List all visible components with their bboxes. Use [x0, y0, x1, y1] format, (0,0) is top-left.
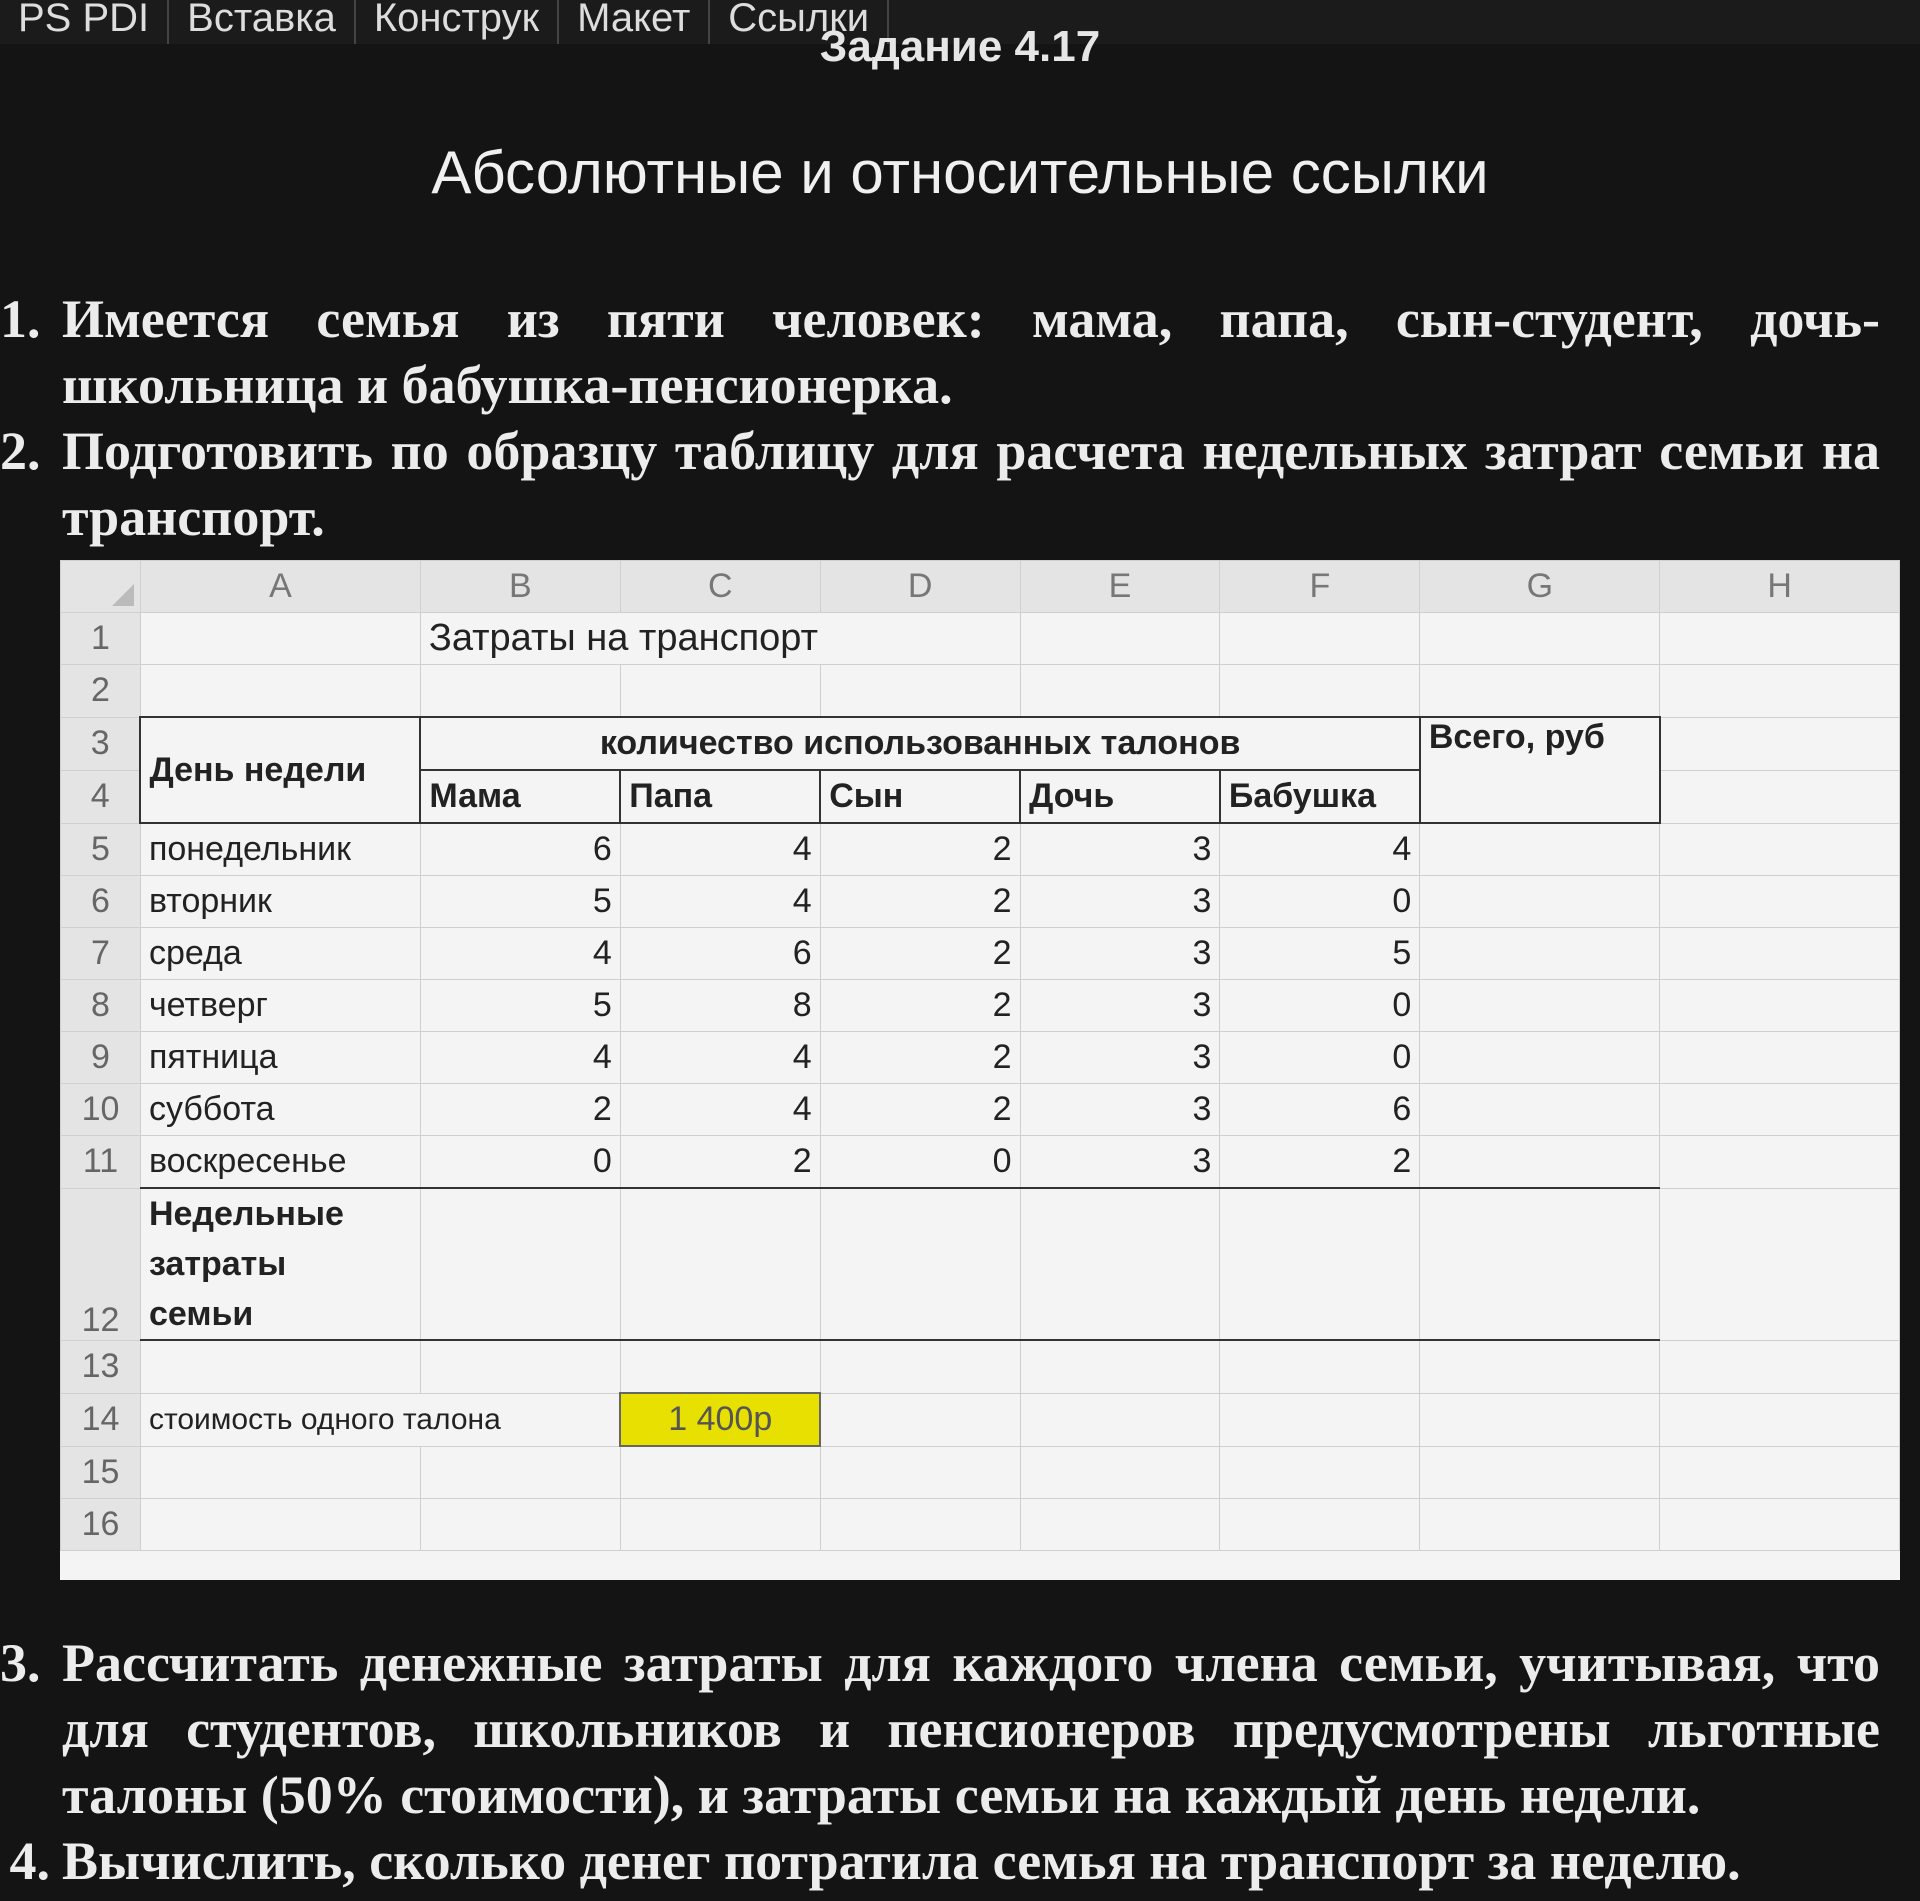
- value-cell[interactable]: 5: [420, 980, 620, 1032]
- value-cell[interactable]: 0: [820, 1136, 1020, 1189]
- value-cell[interactable]: 2: [620, 1136, 820, 1189]
- cell[interactable]: [1020, 1340, 1220, 1393]
- cell[interactable]: [1660, 1136, 1900, 1189]
- cell[interactable]: [1420, 665, 1660, 718]
- cell[interactable]: [1420, 928, 1660, 980]
- cell[interactable]: [1420, 1499, 1660, 1551]
- cell[interactable]: [820, 1340, 1020, 1393]
- task-caption: Задание 4.17: [819, 22, 1101, 71]
- day-cell[interactable]: четверг: [140, 980, 420, 1032]
- item-number: 1.: [0, 289, 41, 349]
- value-cell[interactable]: 4: [620, 876, 820, 928]
- item-number: 4.: [9, 1831, 50, 1891]
- value-cell[interactable]: 6: [1220, 1084, 1420, 1136]
- select-all-corner[interactable]: [61, 561, 141, 613]
- item-text: Подготовить по образцу таблицу для расчета недельных затрат семьи на: [62, 421, 1880, 481]
- value-cell[interactable]: 3: [1020, 1032, 1220, 1084]
- cell[interactable]: [1660, 717, 1900, 770]
- cell[interactable]: [140, 1446, 420, 1499]
- value-cell[interactable]: 6: [620, 928, 820, 980]
- row-header[interactable]: 12: [61, 1188, 141, 1340]
- value-cell[interactable]: 2: [820, 980, 1020, 1032]
- cell[interactable]: [1660, 665, 1900, 718]
- cell[interactable]: [1660, 1499, 1900, 1551]
- cell[interactable]: [420, 1188, 620, 1340]
- value-cell[interactable]: 2: [1220, 1136, 1420, 1189]
- cell[interactable]: [820, 1188, 1020, 1340]
- value-cell[interactable]: 3: [1020, 980, 1220, 1032]
- item-number: 3.: [0, 1633, 41, 1693]
- row-header[interactable]: 1: [61, 613, 141, 665]
- cell[interactable]: [1660, 1032, 1900, 1084]
- value-cell[interactable]: 0: [1220, 876, 1420, 928]
- day-cell[interactable]: среда: [140, 928, 420, 980]
- row-header[interactable]: 16: [61, 1499, 141, 1551]
- cell[interactable]: [1420, 1393, 1660, 1446]
- cell[interactable]: [140, 613, 420, 665]
- column-header[interactable]: A: [140, 561, 420, 613]
- cell[interactable]: [1220, 1393, 1420, 1446]
- member-header[interactable]: Папа: [620, 770, 820, 823]
- row-header[interactable]: 9: [61, 1032, 141, 1084]
- item-text: для студентов, школьников и пенсионеров предусмотрены льготные: [62, 1699, 1880, 1759]
- cell[interactable]: [1660, 770, 1900, 823]
- cell[interactable]: [1020, 665, 1220, 718]
- value-cell[interactable]: 3: [1020, 1136, 1220, 1189]
- ticket-price-cell[interactable]: 1 400р: [620, 1393, 820, 1446]
- cell[interactable]: [420, 665, 620, 718]
- cell[interactable]: [820, 1393, 1020, 1446]
- value-cell[interactable]: 4: [620, 823, 820, 876]
- value-cell[interactable]: 2: [820, 823, 1020, 876]
- cell[interactable]: [1220, 665, 1420, 718]
- day-header-cell[interactable]: День недели: [140, 717, 420, 823]
- value-cell[interactable]: 0: [1220, 980, 1420, 1032]
- cell[interactable]: [1020, 1188, 1220, 1340]
- row-header[interactable]: 5: [61, 823, 141, 876]
- task-item-4: [0, 1828, 1880, 1894]
- value-cell[interactable]: 4: [420, 928, 620, 980]
- page-title: Абсолютные и относительные ссылки: [431, 139, 1489, 206]
- member-header[interactable]: Бабушка: [1220, 770, 1420, 823]
- cell[interactable]: [1660, 823, 1900, 876]
- column-header[interactable]: E: [1020, 561, 1220, 613]
- day-cell[interactable]: суббота: [140, 1084, 420, 1136]
- task-item-1: [0, 286, 1880, 418]
- weekly-label-line: Недельные: [148, 1195, 344, 1233]
- cell[interactable]: [1660, 613, 1900, 665]
- cell[interactable]: [420, 1340, 620, 1393]
- value-cell[interactable]: 3: [1020, 823, 1220, 876]
- item-text: Вычислить, сколько денег потратила семья на транспорт за неделю.: [62, 1831, 1741, 1891]
- value-cell[interactable]: 5: [1220, 928, 1420, 980]
- row-header[interactable]: 7: [61, 928, 141, 980]
- member-header[interactable]: Сын: [820, 770, 1020, 823]
- cell[interactable]: [140, 1340, 420, 1393]
- row-header[interactable]: 3: [61, 717, 141, 770]
- cell[interactable]: [1660, 1188, 1900, 1340]
- item-text: талоны (50% стоимости), и затраты семьи на каждый день недели.: [62, 1765, 1701, 1825]
- cell[interactable]: [1420, 980, 1660, 1032]
- cell[interactable]: [1420, 1340, 1660, 1393]
- cell[interactable]: [620, 665, 820, 718]
- weekly-label-line: семьи: [148, 1295, 254, 1333]
- row-header[interactable]: 10: [61, 1084, 141, 1136]
- value-cell[interactable]: 2: [820, 876, 1020, 928]
- cell[interactable]: [1420, 1084, 1660, 1136]
- value-cell[interactable]: 6: [420, 823, 620, 876]
- item-text: Имеется семья из пяти человек: мама, папа, сын-студент, дочь-: [62, 289, 1880, 349]
- row-header[interactable]: 13: [61, 1340, 141, 1393]
- value-cell[interactable]: 0: [420, 1136, 620, 1189]
- value-cell[interactable]: 4: [620, 1084, 820, 1136]
- value-cell[interactable]: 2: [820, 1032, 1020, 1084]
- sheet-grid: [60, 560, 1900, 1551]
- cell[interactable]: [1220, 1340, 1420, 1393]
- group-header-cell[interactable]: количество использованных талонов: [420, 717, 1419, 770]
- ticket-label-cell[interactable]: стоимость одного талона: [140, 1393, 620, 1446]
- cell[interactable]: [1420, 1032, 1660, 1084]
- cell[interactable]: [1020, 613, 1220, 665]
- item-text: транспорт.: [62, 487, 325, 547]
- cell[interactable]: [420, 1446, 620, 1499]
- day-cell[interactable]: понедельник: [140, 823, 420, 876]
- row-header[interactable]: 8: [61, 980, 141, 1032]
- value-cell[interactable]: 2: [420, 1084, 620, 1136]
- value-cell[interactable]: 4: [420, 1032, 620, 1084]
- cell[interactable]: [1420, 613, 1660, 665]
- cell[interactable]: [1660, 1084, 1900, 1136]
- column-header[interactable]: G: [1420, 561, 1660, 613]
- value-cell[interactable]: 0: [1220, 1032, 1420, 1084]
- cell[interactable]: [1220, 1188, 1420, 1340]
- cell[interactable]: [1660, 1446, 1900, 1499]
- value-cell[interactable]: 3: [1020, 1084, 1220, 1136]
- cell[interactable]: [1660, 876, 1900, 928]
- ribbon-tab[interactable]: Макет: [559, 0, 710, 44]
- ribbon-tab[interactable]: Вставка: [169, 0, 356, 44]
- row-header[interactable]: 6: [61, 876, 141, 928]
- task-item-2: [0, 418, 1880, 550]
- member-header[interactable]: Мама: [420, 770, 620, 823]
- value-cell[interactable]: 2: [820, 1084, 1020, 1136]
- member-header[interactable]: Дочь: [1020, 770, 1220, 823]
- cell[interactable]: [820, 1499, 1020, 1551]
- item-text: школьница и бабушка-пенсионерка.: [62, 355, 953, 415]
- column-header[interactable]: F: [1220, 561, 1420, 613]
- value-cell[interactable]: 3: [1020, 876, 1220, 928]
- column-header[interactable]: B: [420, 561, 620, 613]
- cell[interactable]: [1420, 1446, 1660, 1499]
- total-header-cell[interactable]: Всего, руб: [1420, 717, 1660, 823]
- cell[interactable]: [1420, 823, 1660, 876]
- cell[interactable]: [1020, 1499, 1220, 1551]
- spreadsheet: [60, 560, 1900, 1580]
- cell[interactable]: [140, 1499, 420, 1551]
- value-cell[interactable]: 5: [420, 876, 620, 928]
- value-cell[interactable]: 2: [820, 928, 1020, 980]
- cell[interactable]: [820, 665, 1020, 718]
- row-header[interactable]: 11: [61, 1136, 141, 1189]
- day-cell[interactable]: воскресенье: [140, 1136, 420, 1189]
- value-cell[interactable]: 4: [1220, 823, 1420, 876]
- cell[interactable]: [1020, 1446, 1220, 1499]
- cell[interactable]: [620, 1340, 820, 1393]
- cell[interactable]: [620, 1446, 820, 1499]
- cell[interactable]: [1220, 1446, 1420, 1499]
- ribbon-tab[interactable]: PS PDI: [0, 0, 169, 44]
- cell[interactable]: [1020, 1393, 1220, 1446]
- cell[interactable]: [820, 1446, 1020, 1499]
- item-text: Рассчитать денежные затраты для каждого члена семьи, учитывая, что: [62, 1633, 1880, 1693]
- cell[interactable]: [1420, 1136, 1660, 1189]
- day-cell[interactable]: пятница: [140, 1032, 420, 1084]
- cell[interactable]: [140, 665, 420, 718]
- cell[interactable]: [1420, 1188, 1660, 1340]
- cell[interactable]: [420, 1499, 620, 1551]
- cell[interactable]: [1220, 1499, 1420, 1551]
- cell[interactable]: [1660, 1393, 1900, 1446]
- column-header[interactable]: C: [620, 561, 820, 613]
- row-header[interactable]: 2: [61, 665, 141, 718]
- weekly-label-line: затраты: [148, 1245, 287, 1283]
- cell[interactable]: [1660, 928, 1900, 980]
- cell[interactable]: [1420, 876, 1660, 928]
- value-cell[interactable]: 4: [620, 1032, 820, 1084]
- cell[interactable]: [1220, 613, 1420, 665]
- sheet-title-cell[interactable]: Затраты на транспорт: [420, 613, 1020, 665]
- row-header[interactable]: 15: [61, 1446, 141, 1499]
- cell[interactable]: [1660, 1340, 1900, 1393]
- row-header[interactable]: 14: [61, 1393, 141, 1446]
- task-item-3: [0, 1630, 1880, 1828]
- ribbon-tab[interactable]: Ссылки: [710, 0, 889, 44]
- day-cell[interactable]: вторник: [140, 876, 420, 928]
- weekly-label-cell[interactable]: [140, 1188, 420, 1340]
- column-header[interactable]: H: [1660, 561, 1900, 613]
- cell[interactable]: [620, 1188, 820, 1340]
- value-cell[interactable]: 3: [1020, 928, 1220, 980]
- cell[interactable]: [620, 1499, 820, 1551]
- ribbon-tab[interactable]: Конструк: [356, 0, 559, 44]
- cell[interactable]: [1660, 980, 1900, 1032]
- item-number: 2.: [0, 421, 41, 481]
- row-header[interactable]: 4: [61, 770, 141, 823]
- column-header[interactable]: D: [820, 561, 1020, 613]
- value-cell[interactable]: 8: [620, 980, 820, 1032]
